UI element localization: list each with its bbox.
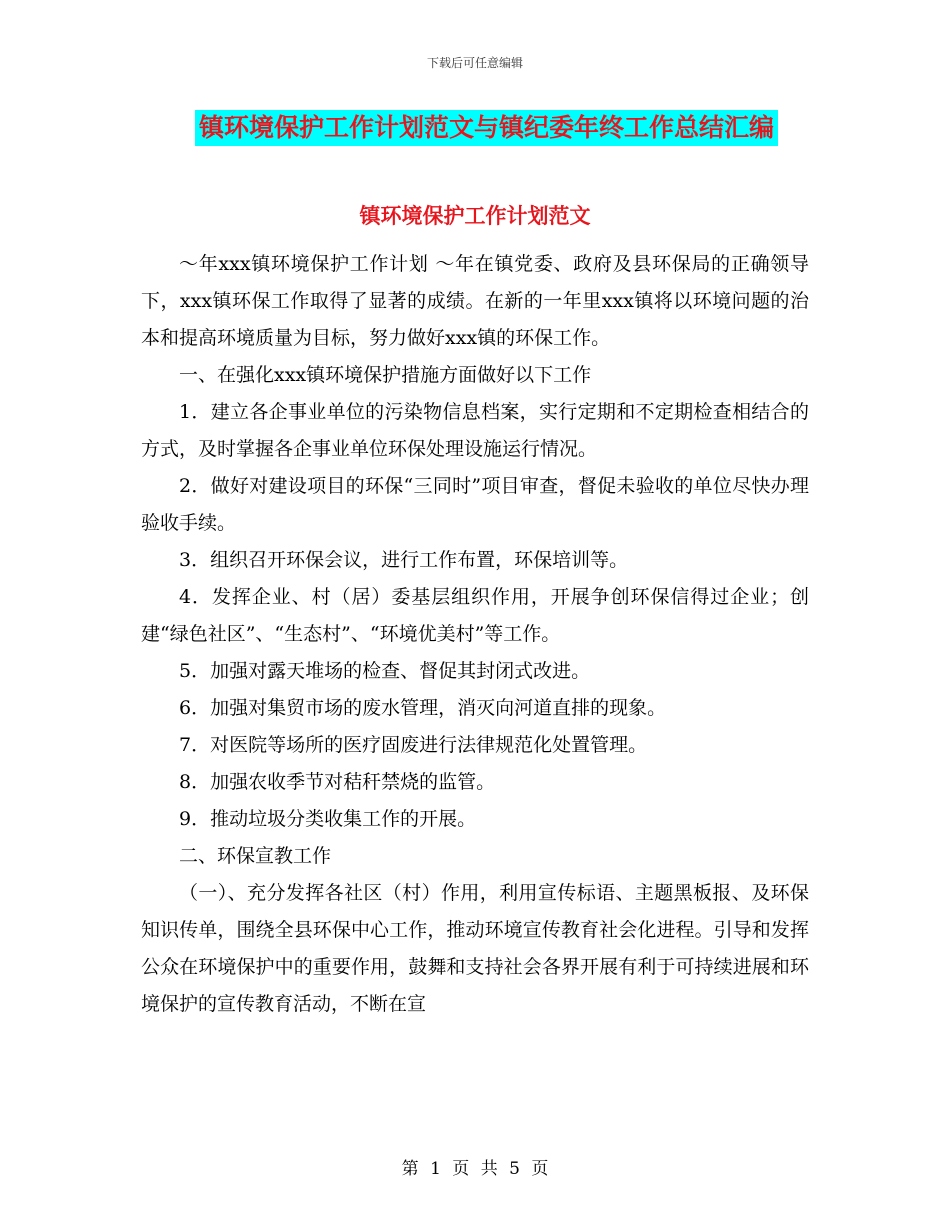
- heading-part-one: 一、在强化xxx镇环境保护措施方面做好以下工作: [179, 364, 592, 386]
- paragraph-publicity: （一）、充分发挥各社区（村）作用，利用宣传标语、主题黑板报、及环保知识传单，围绕全县环保中心工作，推动环境宣传教育社会化进程。引导和发挥公众在环境保护中的重要作用，鼓舞和支持社会各界开展有利于可持续进展和环境保护的宣传教育活动，不断在宣: [141, 882, 809, 1015]
- document-body: [141, 246, 809, 1023]
- heading-part-two: 二、环保宣教工作: [179, 845, 332, 867]
- paragraph-intro: ～年xxx镇环境保护工作计划 ～年在镇党委、政府及县环保局的正确领导下，xxx镇环保工作取得了显著的成绩。在新的一年里xxx镇将以环境问题的治本和提高环境质量为目标，努力做好xxx镇的环保工作。: [141, 253, 809, 349]
- list-item: 5．加强对露天堆场的检查、督促其封闭式改进。: [179, 660, 591, 682]
- list-item: 7．对医院等场所的医疗固废进行法律规范化处置管理。: [179, 734, 648, 756]
- list-item: 3．组织召开环保会议，进行工作布置，环保培训等。: [179, 549, 629, 571]
- list-item: 4．发挥企业、村（居）委基层组织作用，开展争创环保信得过企业；创建“绿色社区”、“生态村”、“环境优美村”等工作。: [141, 586, 809, 645]
- section-title: 镇环境保护工作计划范文: [359, 203, 591, 228]
- header-note: 下载后可任意编辑: [426, 56, 523, 70]
- list-item: 1．建立各企事业单位的污染物信息档案，实行定期和不定期检查相结合的方式，及时掌握各企事业单位环保处理设施运行情况。: [141, 401, 809, 460]
- list-item: 2．做好对建设项目的环保“三同时”项目审查，督促未验收的单位尽快办理验收手续。: [141, 475, 809, 534]
- list-item: 6．加强对集贸市场的废水管理，消灭向河道直排的现象。: [179, 697, 667, 719]
- list-item: 9．推动垃圾分类收集工作的开展。: [179, 808, 477, 830]
- page-footer: 第 1 页 共 5 页: [401, 1159, 549, 1179]
- list-item: 8．加强农收季节对秸秆禁烧的监管。: [179, 771, 496, 793]
- document-title: 镇环境保护工作计划范文与镇纪委年终工作总结汇编: [195, 110, 778, 146]
